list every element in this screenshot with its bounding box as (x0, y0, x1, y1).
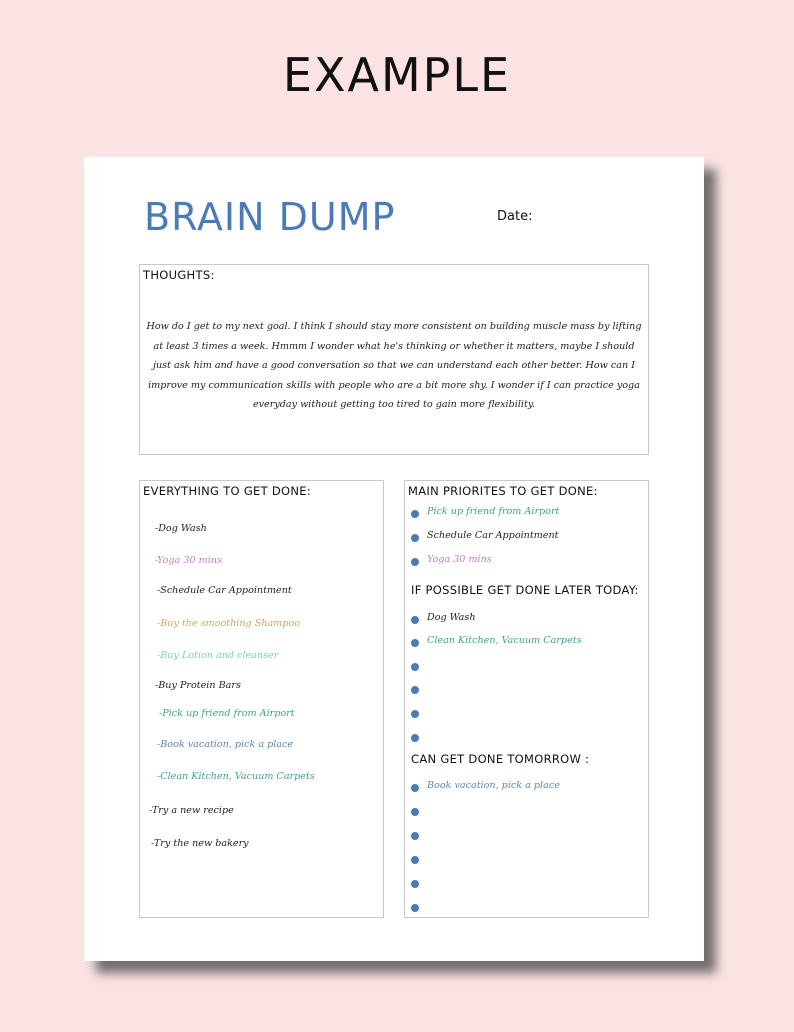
bullet-dot-icon (411, 856, 419, 864)
everything-item: -Pick up friend from Airport (159, 708, 295, 719)
bullet-dot-icon (411, 558, 419, 566)
thoughts-heading: THOUGHTS: (143, 268, 215, 282)
bullet-dot-icon (411, 832, 419, 840)
everything-item: -Yoga 30 mins (155, 555, 222, 566)
bullet-dot-icon (411, 534, 419, 542)
priorities-item: Pick up friend from Airport (427, 506, 560, 517)
bullet-dot-icon (411, 639, 419, 647)
priorities-item: Schedule Car Appointment (427, 530, 559, 541)
bullet-dot-icon (411, 880, 419, 888)
everything-item: -Clean Kitchen, Vacuum Carpets (157, 771, 315, 782)
priorities-item: Yoga 30 mins (427, 554, 492, 565)
everything-item: -Buy Protein Bars (155, 680, 241, 691)
bullet-dot-icon (411, 616, 419, 624)
bullet-dot-icon (411, 510, 419, 518)
everything-item: -Dog Wash (155, 523, 207, 534)
everything-item: -Book vacation, pick a place (157, 739, 294, 750)
everything-box (139, 480, 384, 918)
priorities-box (404, 480, 649, 918)
everything-item: -Buy the smoothing Shampoo (157, 618, 301, 629)
later-item: Dog Wash (427, 612, 476, 623)
everything-item: -Buy Lotion and cleanser (157, 650, 279, 661)
tomorrow-item: Book vacation, pick a place (427, 780, 560, 791)
everything-item: -Schedule Car Appointment (157, 585, 292, 596)
page-title: BRAIN DUMP (144, 195, 396, 239)
everything-heading: EVERYTHING TO GET DONE: (143, 484, 312, 498)
bullet-dot-icon (411, 734, 419, 742)
tomorrow-heading: CAN GET DONE TOMORROW : (411, 752, 590, 766)
worksheet-page (84, 157, 704, 961)
later-heading: IF POSSIBLE GET DONE LATER TODAY: (411, 583, 639, 597)
everything-item: -Try the new bakery (151, 838, 249, 849)
date-label: Date: (497, 209, 533, 224)
bullet-dot-icon (411, 904, 419, 912)
bullet-dot-icon (411, 663, 419, 671)
bullet-dot-icon (411, 710, 419, 718)
thoughts-text: How do I get to my next goal. I think I should stay more consistent on building muscle mass by lifting at least 3 times a week. Hmmm I wonder what he's thinking or whether it matters, maybe I should just ask him and have a good conversation so that we can understand each other better. How can I improve my communication skills with people who are a bit more shy. I wonder if I can practice yoga everyday without getting too tired to gain more flexibility. (146, 321, 642, 410)
bullet-dot-icon (411, 808, 419, 816)
bullet-dot-icon (411, 686, 419, 694)
priorities-heading: MAIN PRIORITES TO GET DONE: (408, 484, 598, 498)
bullet-dot-icon (411, 784, 419, 792)
everything-item: -Try a new recipe (149, 805, 234, 816)
thoughts-box (139, 264, 649, 455)
example-banner: EXAMPLE (282, 48, 512, 102)
later-item: Clean Kitchen, Vacuum Carpets (427, 635, 582, 646)
